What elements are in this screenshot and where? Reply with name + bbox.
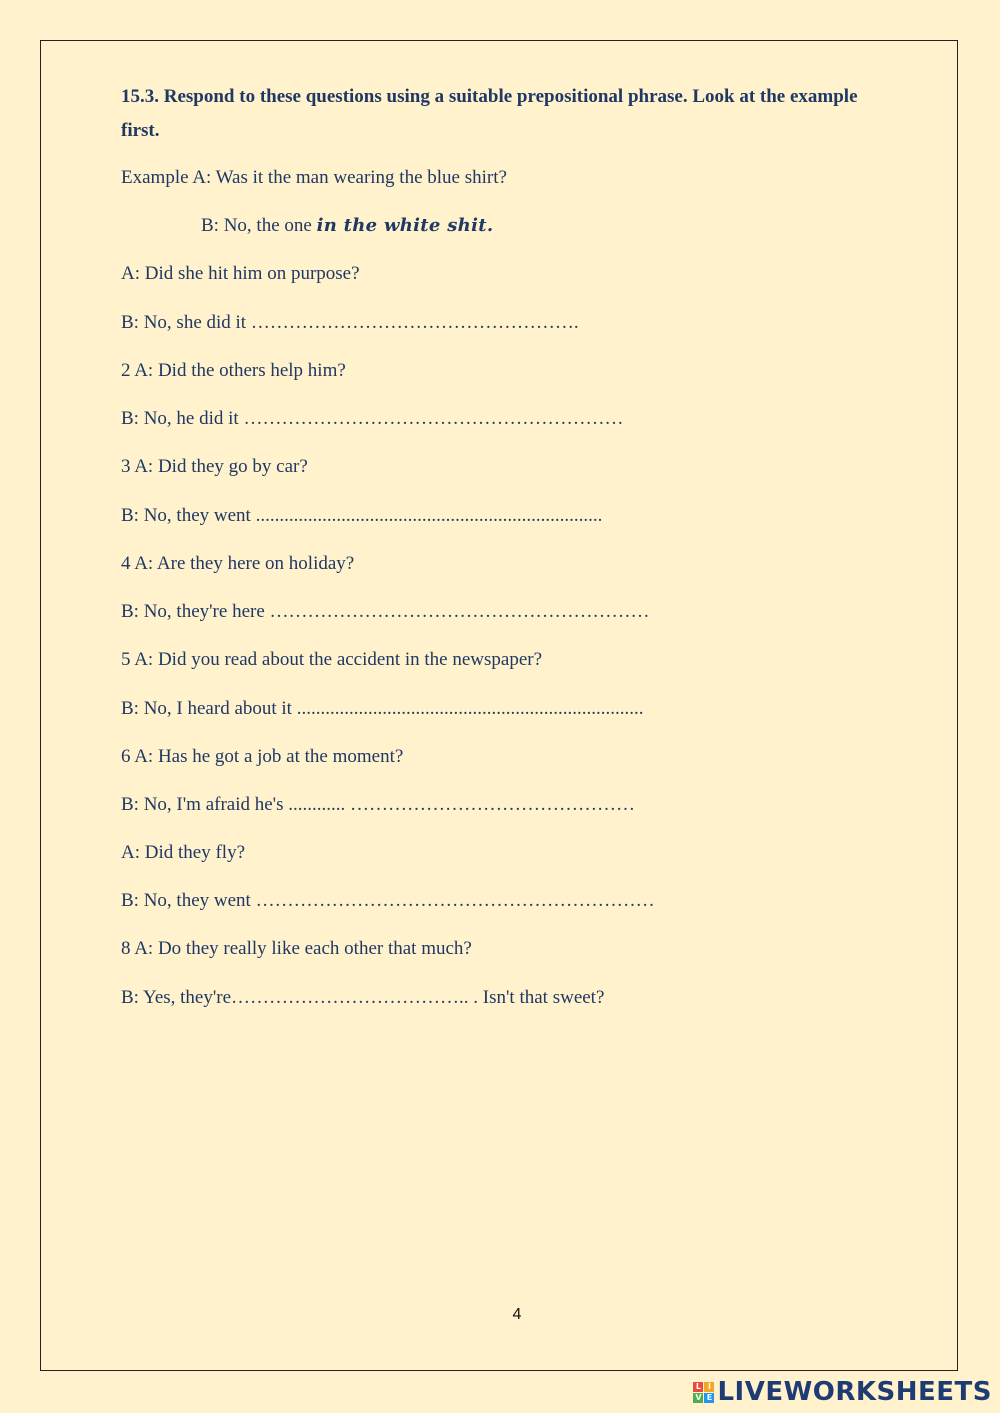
liveworksheets-logo-icon <box>693 1382 714 1403</box>
logo-letter-e: E <box>704 1393 714 1403</box>
heading-line-1: 15.3. Respond to these questions using a suitable prepositional phrase. Look at the example <box>121 86 858 107</box>
question-1: A: Did she hit him on purpose? <box>121 263 360 284</box>
logo-letter-l: L <box>693 1382 703 1392</box>
answer-4[interactable]: B: No, they're here …………………………………………………… <box>121 601 650 622</box>
answer-2[interactable]: B: No, he did it …………………………………………………… <box>121 408 624 429</box>
example-answer-handwritten: in the white shit. <box>316 215 494 236</box>
answer-6[interactable]: B: No, I'm afraid he's ............ ……………………………………… <box>121 794 636 815</box>
logo-letter-i: I <box>704 1382 714 1392</box>
question-6: 6 A: Has he got a job at the moment? <box>121 746 404 767</box>
exercise-heading <box>121 80 921 148</box>
answer-3[interactable]: B: No, they went ......................................................................... <box>121 505 603 526</box>
answer-1[interactable]: B: No, she did it ……………………………………………. <box>121 312 579 333</box>
question-5: 5 A: Did you read about the accident in the newspaper? <box>121 649 543 670</box>
question-8: 8 A: Do they really like each other that much? <box>121 938 472 959</box>
question-2: 2 A: Did the others help him? <box>121 360 346 381</box>
example-answer <box>201 213 493 239</box>
question-7: A: Did they fly? <box>121 842 246 863</box>
example-answer-prefix: B: No, the one <box>201 215 317 236</box>
question-4: 4 A: Are they here on holiday? <box>121 553 355 574</box>
question-3: 3 A: Did they go by car? <box>121 456 308 477</box>
answer-7[interactable]: B: No, they went ……………………………………………………… <box>121 890 655 911</box>
liveworksheets-brand[interactable] <box>693 1377 992 1407</box>
brand-text: LIVEWORKSHEETS <box>717 1377 992 1407</box>
page-number: 4 <box>512 1306 522 1323</box>
answer-8[interactable]: B: Yes, they're……………………………….. . Isn't that sweet? <box>121 987 605 1008</box>
example-question: Example A: Was it the man wearing the blue shirt? <box>121 167 507 188</box>
logo-letter-v: V <box>695 1392 702 1402</box>
heading-line-2: first. <box>121 120 160 141</box>
answer-5[interactable]: B: No, I heard about it ......................................................................... <box>121 698 644 719</box>
